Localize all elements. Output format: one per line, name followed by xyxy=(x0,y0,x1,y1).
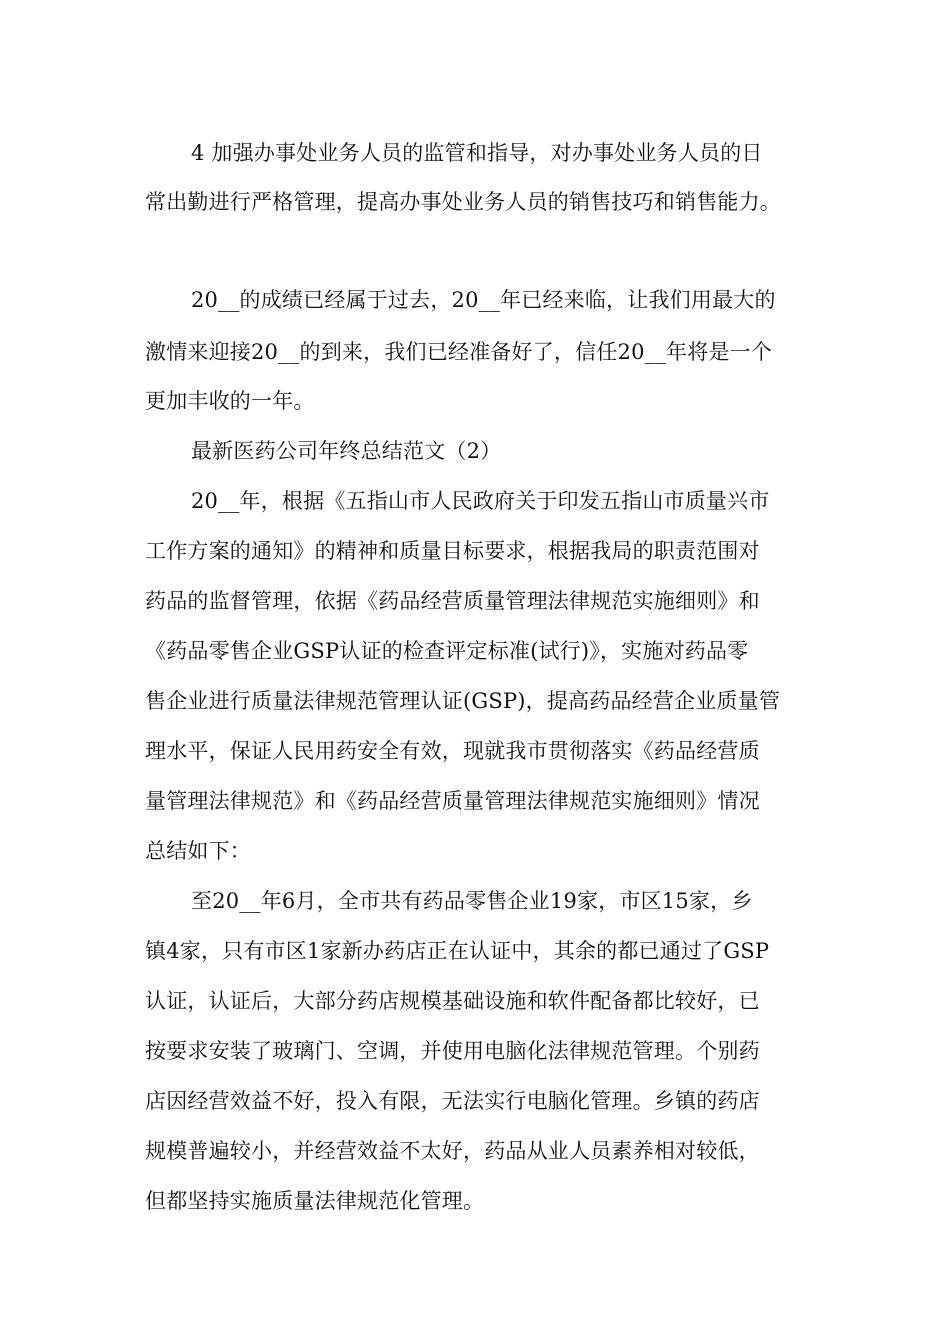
paragraph-4-line-2: 镇4家，只有市区1家新办药店正在认证中，其余的都已通过了GSP xyxy=(145,939,770,963)
paragraph-4-line-7: 但都坚持实施质量法律规范化管理。 xyxy=(145,1189,485,1213)
paragraph-4-line-6: 规模普遍较小，并经营效益不太好，药品从业人员素养相对较低， xyxy=(145,1139,760,1163)
paragraph-3-line-4: 《药品零售企业GSP认证的检查评定标准(试行)》，实施对药品零 xyxy=(145,639,749,663)
paragraph-3-line-1: 20__年，根据《五指山市人民政府关于印发五指山市质量兴市 xyxy=(191,489,770,513)
paragraph-3-line-2: 工作方案的通知》的精神和质量目标要求，根据我局的职责范围对 xyxy=(145,539,760,563)
paragraph-4-line-1: 至20__年6月，全市共有药品零售企业19家，市区15家，乡 xyxy=(191,889,753,913)
paragraph-2-line-3: 更加丰收的一年。 xyxy=(145,389,315,413)
paragraph-4-line-4: 按要求安装了玻璃门、空调，并使用电脑化法律规范管理。个别药 xyxy=(145,1039,760,1063)
paragraph-2-line-1: 20__的成绩已经属于过去，20__年已经来临，让我们用最大的 xyxy=(191,288,776,312)
paragraph-3-line-5: 售企业进行质量法律规范管理认证(GSP)，提高药品经营企业质量管 xyxy=(145,689,781,713)
paragraph-2-line-2: 激情来迎接20__的到来，我们已经准备好了，信任20__年将是一个 xyxy=(145,340,773,364)
paragraph-4-line-3: 认证，认证后，大部分药店规模基础设施和软件配备都比较好，已 xyxy=(145,989,760,1013)
paragraph-3-line-7: 量管理法律规范》和《药品经营质量管理法律规范实施细则》情况 xyxy=(145,789,760,813)
paragraph-1-line-1: 4 加强办事处业务人员的监管和指导，对办事处业务人员的日 xyxy=(191,141,763,165)
paragraph-3-line-8: 总结如下： xyxy=(145,839,251,863)
paragraph-3-line-3: 药品的监督管理，依据《药品经营质量管理法律规范实施细则》和 xyxy=(145,589,760,613)
paragraph-4-line-5: 店因经营效益不好，投入有限，无法实行电脑化管理。乡镇的药店 xyxy=(145,1089,760,1113)
section-heading: 最新医药公司年终总结范文（2） xyxy=(191,439,502,463)
paragraph-1-line-2: 常出勤进行严格管理，提高办事处业务人员的销售技巧和销售能力。 xyxy=(145,190,781,214)
paragraph-3-line-6: 理水平，保证人民用药安全有效，现就我市贯彻落实《药品经营质 xyxy=(145,739,760,763)
